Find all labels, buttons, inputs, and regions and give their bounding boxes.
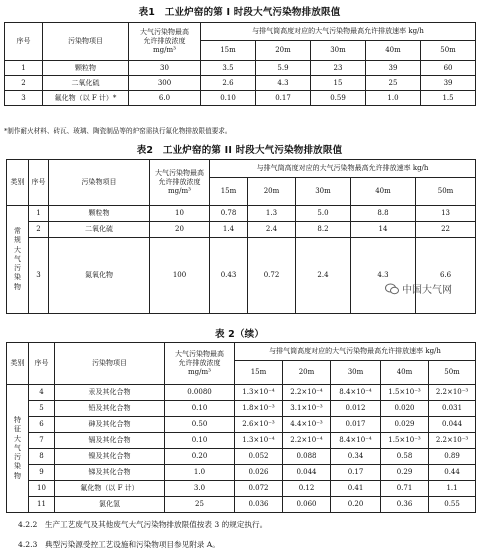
cell-value: 8.2 <box>296 222 351 238</box>
table2-caption: 表2 工业炉窑的第 II 时段大气污染物排放限值 <box>136 145 343 156</box>
cell-value: 4.3 <box>351 238 416 314</box>
cell-value: 4.3 <box>256 76 311 91</box>
t2-header-conc: 大气污染物最高 允许排放浓度 mg/m³ <box>150 160 210 206</box>
cell-value: 0.052 <box>235 449 283 465</box>
t1-header-no: 序号 <box>5 23 43 61</box>
table3 <box>6 342 476 513</box>
cell-item: 颗粒物 <box>49 206 150 222</box>
table-row <box>7 433 476 449</box>
cell-item: 氯化氢 <box>55 497 165 513</box>
t2-category: 常规大气污染物 <box>7 206 29 314</box>
t3-height: 15m <box>235 361 283 385</box>
cell-value: 0.072 <box>235 481 283 497</box>
cell-conc: 0.10 <box>165 433 235 449</box>
cell-value: 2.2×10⁻³ <box>429 385 476 401</box>
t2-height: 20m <box>248 178 296 206</box>
cell-value: 0.89 <box>429 449 476 465</box>
table-row <box>5 91 476 106</box>
wechat-icon <box>385 283 399 295</box>
cell-value: 2.2×10⁻³ <box>429 433 476 449</box>
table-row <box>5 61 476 76</box>
cell-item: 镍及其化合物 <box>55 449 165 465</box>
cell-item: 二氧化硫 <box>49 222 150 238</box>
cell-value: 5.0 <box>296 206 351 222</box>
table-row <box>7 417 476 433</box>
cell-no: 1 <box>29 206 49 222</box>
t1-header-rate: 与排气筒高度对应的大气污染物最高允许排放速率 kg/h <box>201 23 476 41</box>
cell-value: 1.0 <box>366 91 421 106</box>
cell-conc: 0.50 <box>165 417 235 433</box>
t2-height: 15m <box>210 178 248 206</box>
table-row <box>7 206 476 222</box>
cell-value: 0.20 <box>331 497 381 513</box>
table-row <box>7 465 476 481</box>
cell-value: 0.012 <box>331 401 381 417</box>
cell-value: 0.044 <box>429 417 476 433</box>
watermark <box>385 281 452 296</box>
cell-value: 0.017 <box>331 417 381 433</box>
cell-conc: 0.0080 <box>165 385 235 401</box>
table-row <box>7 385 476 401</box>
cell-no: 8 <box>29 449 55 465</box>
cell-conc: 6.0 <box>129 91 201 106</box>
cell-conc: 0.20 <box>165 449 235 465</box>
cell-value: 1.5×10⁻³ <box>381 385 429 401</box>
t3-header-no: 序号 <box>29 343 55 385</box>
cell-value: 2.4 <box>296 238 351 314</box>
cell-value: 1.5×10⁻³ <box>381 433 429 449</box>
cell-value: 14 <box>351 222 416 238</box>
t2-height: 40m <box>351 178 416 206</box>
cell-value: 0.29 <box>381 465 429 481</box>
t3-height: 20m <box>283 361 331 385</box>
t2-height: 30m <box>296 178 351 206</box>
t3-header-cat: 类别 <box>7 343 29 385</box>
cell-conc: 30 <box>129 61 201 76</box>
table1 <box>4 22 476 106</box>
cell-conc: 300 <box>129 76 201 91</box>
cell-no: 2 <box>5 76 43 91</box>
cell-value: 60 <box>421 61 476 76</box>
cell-no: 4 <box>29 385 55 401</box>
cell-value: 2.6×10⁻³ <box>235 417 283 433</box>
cell-value: 0.036 <box>235 497 283 513</box>
cell-value: 0.55 <box>429 497 476 513</box>
cell-conc: 100 <box>150 238 210 314</box>
cell-no: 7 <box>29 433 55 449</box>
t3-header-item: 污染物项目 <box>55 343 165 385</box>
cell-no: 11 <box>29 497 55 513</box>
cell-value: 2.2×10⁻⁴ <box>283 385 331 401</box>
t1-header-item: 污染物项目 <box>43 23 129 61</box>
table-row <box>7 222 476 238</box>
t3-height: 50m <box>429 361 476 385</box>
table1-caption: 表1 工业炉窑的第 I 时段大气污染物排放限值 <box>138 7 341 18</box>
cell-conc: 0.10 <box>165 401 235 417</box>
cell-no: 3 <box>5 91 43 106</box>
cell-conc: 20 <box>150 222 210 238</box>
cell-value: 2.2×10⁻⁴ <box>283 433 331 449</box>
table3-caption: 表 2（续） <box>214 329 265 340</box>
table-row <box>7 449 476 465</box>
cell-value: 2.6 <box>201 76 256 91</box>
cell-item: 镉及其化合物 <box>55 433 165 449</box>
cell-value: 1.8×10⁻³ <box>235 401 283 417</box>
cell-conc: 25 <box>165 497 235 513</box>
cell-conc: 10 <box>150 206 210 222</box>
cell-item: 氟化物（以 F 计） <box>55 481 165 497</box>
t2-header-rate: 与排气筒高度对应的大气污染物最高允许排放速率 kg/h <box>210 160 476 178</box>
cell-value: 1.3×10⁻⁴ <box>235 385 283 401</box>
cell-no: 5 <box>29 401 55 417</box>
cell-item: 铅及其化合物 <box>55 401 165 417</box>
cell-value: 3.5 <box>201 61 256 76</box>
cell-value: 1.4 <box>210 222 248 238</box>
cell-item: 二氧化硫 <box>43 76 129 91</box>
cell-value: 0.17 <box>331 465 381 481</box>
cell-value: 0.060 <box>283 497 331 513</box>
cell-value: 0.031 <box>429 401 476 417</box>
t2-header-no: 序号 <box>29 160 49 206</box>
cell-value: 0.41 <box>331 481 381 497</box>
t2-header-item: 污染物项目 <box>49 160 150 206</box>
cell-value: 1.5 <box>421 91 476 106</box>
cell-value: 2.4 <box>248 222 296 238</box>
cell-value: 5.9 <box>256 61 311 76</box>
t1-height: 50m <box>421 41 476 61</box>
cell-value: 0.34 <box>331 449 381 465</box>
cell-value: 0.020 <box>381 401 429 417</box>
cell-value: 13 <box>416 206 476 222</box>
t3-header-conc: 大气污染物最高 允许排放浓度 mg/m³ <box>165 343 235 385</box>
cell-no: 10 <box>29 481 55 497</box>
cell-value: 1.1 <box>429 481 476 497</box>
cell-item: 锑及其化合物 <box>55 465 165 481</box>
table-row <box>7 401 476 417</box>
cell-value: 39 <box>421 76 476 91</box>
cell-no: 6 <box>29 417 55 433</box>
cell-value: 6.6 <box>416 238 476 314</box>
cell-value: 3.1×10⁻³ <box>283 401 331 417</box>
cell-value: 0.36 <box>381 497 429 513</box>
table-row <box>7 481 476 497</box>
cell-conc: 3.0 <box>165 481 235 497</box>
cell-value: 0.59 <box>311 91 366 106</box>
t1-height: 40m <box>366 41 421 61</box>
watermark-text: 中国大气网 <box>402 285 452 296</box>
t3-category: 特征大气污染物 <box>7 385 29 513</box>
cell-value: 8.8 <box>351 206 416 222</box>
cell-value: 4.4×10⁻³ <box>283 417 331 433</box>
cell-value: 22 <box>416 222 476 238</box>
cell-item: 颗粒物 <box>43 61 129 76</box>
cell-no: 2 <box>29 222 49 238</box>
cell-no: 3 <box>29 238 49 314</box>
cell-value: 0.78 <box>210 206 248 222</box>
t3-header-rate: 与排气筒高度对应的大气污染物最高允许排放速率 kg/h <box>235 343 476 361</box>
cell-value: 1.3×10⁻⁴ <box>235 433 283 449</box>
cell-value: 0.088 <box>283 449 331 465</box>
cell-value: 8.4×10⁻⁴ <box>331 385 381 401</box>
cell-value: 15 <box>311 76 366 91</box>
cell-value: 39 <box>366 61 421 76</box>
cell-value: 0.10 <box>201 91 256 106</box>
cell-value: 0.72 <box>248 238 296 314</box>
paragraph-4-2-3: 4.2.3 典型污染源受控工艺设施和污染物项目参见附录 A。 <box>18 540 220 549</box>
cell-item: 砷及其化合物 <box>55 417 165 433</box>
cell-value: 25 <box>366 76 421 91</box>
paragraph-4-2-2: 4.2.2 生产工艺废气及其他废气大气污染物排放限值按表 3 的规定执行。 <box>18 520 268 529</box>
t2-height: 50m <box>416 178 476 206</box>
cell-value: 1.3 <box>248 206 296 222</box>
table-row <box>7 497 476 513</box>
table-row <box>5 76 476 91</box>
cell-conc: 1.0 <box>165 465 235 481</box>
t1-height: 20m <box>256 41 311 61</box>
t1-header-conc: 大气污染物最高 允许排放浓度 mg/m³ <box>129 23 201 61</box>
cell-item: 氟化物（以 F 计）* <box>43 91 129 106</box>
cell-value: 0.026 <box>235 465 283 481</box>
cell-value: 0.044 <box>283 465 331 481</box>
cell-no: 9 <box>29 465 55 481</box>
cell-item: 汞及其化合物 <box>55 385 165 401</box>
cell-value: 0.44 <box>429 465 476 481</box>
t3-height: 30m <box>331 361 381 385</box>
cell-value: 8.4×10⁻⁴ <box>331 433 381 449</box>
table-row <box>7 238 476 314</box>
cell-value: 0.58 <box>381 449 429 465</box>
cell-item: 氮氧化物 <box>49 238 150 314</box>
t2-header-cat: 类别 <box>7 160 29 206</box>
cell-value: 0.12 <box>283 481 331 497</box>
cell-value: 23 <box>311 61 366 76</box>
cell-value: 0.17 <box>256 91 311 106</box>
t1-height: 15m <box>201 41 256 61</box>
cell-value: 0.029 <box>381 417 429 433</box>
t1-height: 30m <box>311 41 366 61</box>
cell-no: 1 <box>5 61 43 76</box>
t3-height: 40m <box>381 361 429 385</box>
cell-value: 0.43 <box>210 238 248 314</box>
table1-footnote: *制作耐火材料、砖瓦、玻璃、陶瓷制品等的炉窑需执行氟化物排放限值要求。 <box>4 127 232 135</box>
cell-value: 0.71 <box>381 481 429 497</box>
